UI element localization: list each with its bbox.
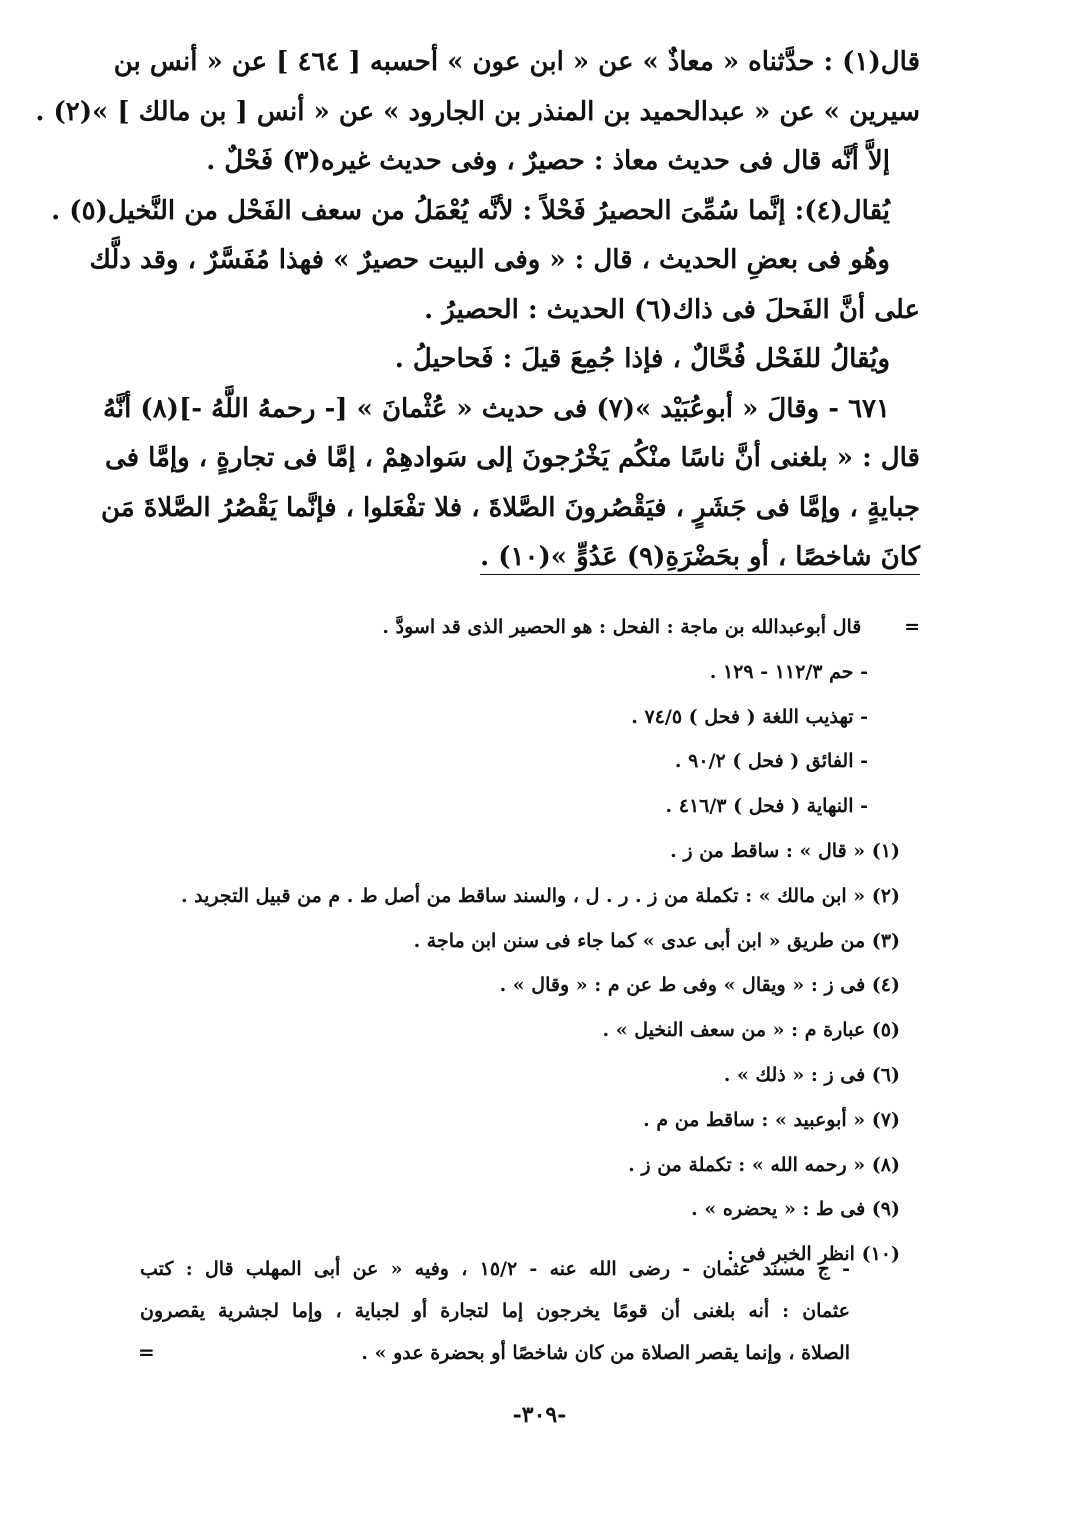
footnote-10-continuation (140, 1248, 850, 1374)
footnote-4: (٤) فى ز : « ويقال » وفى ط عن م : « وقال » . (499, 974, 900, 997)
reference-line-4: - النهاية ( فحل ) ٤١٦/٣ . (665, 795, 868, 818)
footnotes (150, 605, 920, 1277)
reference-line-1: - حم ١١٢/٣ - ١٢٩ . (709, 660, 868, 683)
main-line-5: وهُو فى بعضِ الحديث ، قال : « وفى البيت حصيرٌ » فهذا مُفَسَّرٌ ، وقد دلَّك (89, 245, 890, 275)
reference-line-2: - تهذيب اللغة ( فحل ) ٧٤/٥ . (631, 705, 868, 728)
footnote-1: (١) « قال » : ساقط من ز . (670, 839, 900, 862)
footnote-10: (١٠) انظر الخبر فى : (727, 1243, 900, 1266)
reference-line-3: - الفائق ( فحل ) ٩٠/٢ . (674, 750, 868, 773)
footnote-7: (٧) « أبوعبيد » : ساقط من م . (643, 1108, 900, 1131)
main-text (35, 38, 920, 583)
main-line-2: سيرين » عن « عبدالحميد بن المنذر بن الجارود » عن « أنس [ بن مالك ] »(٢) . (35, 96, 920, 127)
main-line-4: يُقال(٤): إنَّما سُمِّىَ الحصيرُ فَحْلاً : لأنَّه يُعْمَلُ من سعف الفَحْل من النَّخيل(٥) . (51, 195, 890, 226)
footnote-5: (٥) عبارة م : « من سعف النخيل » . (602, 1019, 900, 1042)
tail-line-2: عثمان : أنه بلغنى أن قومًا يخرجون إما لتجارة أو لجباية ، وإما لجشرية يقصرون (140, 1300, 850, 1322)
main-line-11-text: كانَ شاخصًا ، أو بحَضْرَةِ(٩) عَدُوٍّ »(١٠) . (480, 542, 920, 575)
continuation-start-mark: = (904, 616, 920, 638)
tail-line-1: - ج مسند عثمان - رضى الله عنه - ١٥/٢ ، وفيه « عن أبى المهلب قال : كتب (140, 1258, 850, 1280)
page-number: -٣٠٩- (512, 1402, 567, 1428)
main-line-8: ٦٧١ - وقالَ « أبوعُبَيْد »(٧) فى حديث « عُثْمانَ » [- رحمهُ اللَّهُ -](٨) أنَّهُ (102, 393, 890, 424)
footnote-9: (٩) فى ط : « يحضره » . (691, 1198, 900, 1221)
main-line-1: قال(١) : حدَّثناه « معاذٌ » عن « ابن عون » أحسبه [ ٤٦٤ ] عن « أنس بن (113, 47, 920, 77)
footnote-intro-text: قال أبوعبدالله بن ماجة : الفحل : هو الحصير الذى قد اسودَّ . (382, 616, 862, 638)
main-line-11 (150, 533, 920, 583)
footnote-6: (٦) فى ز : « ذلك » . (723, 1063, 900, 1086)
main-line-3: إلاَّ أنَّه قال فى حديث معاذ : حصيرٌ ، وفى حديث غيره(٣) فَحْلٌ . (206, 146, 890, 176)
main-line-10: جبايةٍ ، وإمَّا فى جَشَرٍ ، فيَقْصُرونَ الصَّلاةَ ، فلا تفْعَلوا ، فإنَّما يَقْصُرُ الصَّلاةَ مَن (101, 492, 920, 523)
footnote-8: (٨) « رحمه الله » : تكملة من ز . (628, 1153, 900, 1176)
tail-line-3: الصلاة ، وإنما يقصر الصلاة من كان شاخصًا أو بحضرة عدو » . (361, 1342, 850, 1364)
footnote-2: (٢) « ابن مالك » : تكملة من ز . ر . ل ، والسند ساقط من أصل ط . م من قبيل التجريد . (180, 884, 900, 907)
continuation-end-mark: = (138, 1340, 155, 1364)
footnote-3: (٣) من طريق « ابن أبى عدى » كما جاء فى سنن ابن ماجة . (413, 929, 900, 952)
main-line-6: على أنَّ الفَحلَ فى ذاك(٦) الحديث : الحصيرُ . (424, 294, 920, 325)
main-line-7: ويُقالُ للفَحْل فُحَّالٌ ، فإذا جُمِعَ قيلَ : فَحاحيلُ . (394, 344, 890, 374)
main-line-9: قال : « بلغنى أنَّ ناسًا منْكُم يَخْرُجونَ إلى سَوادهِمْ ، إمَّا فى تجارةٍ ، وإمَّا فى (104, 443, 920, 473)
footnote-intro (150, 605, 920, 650)
